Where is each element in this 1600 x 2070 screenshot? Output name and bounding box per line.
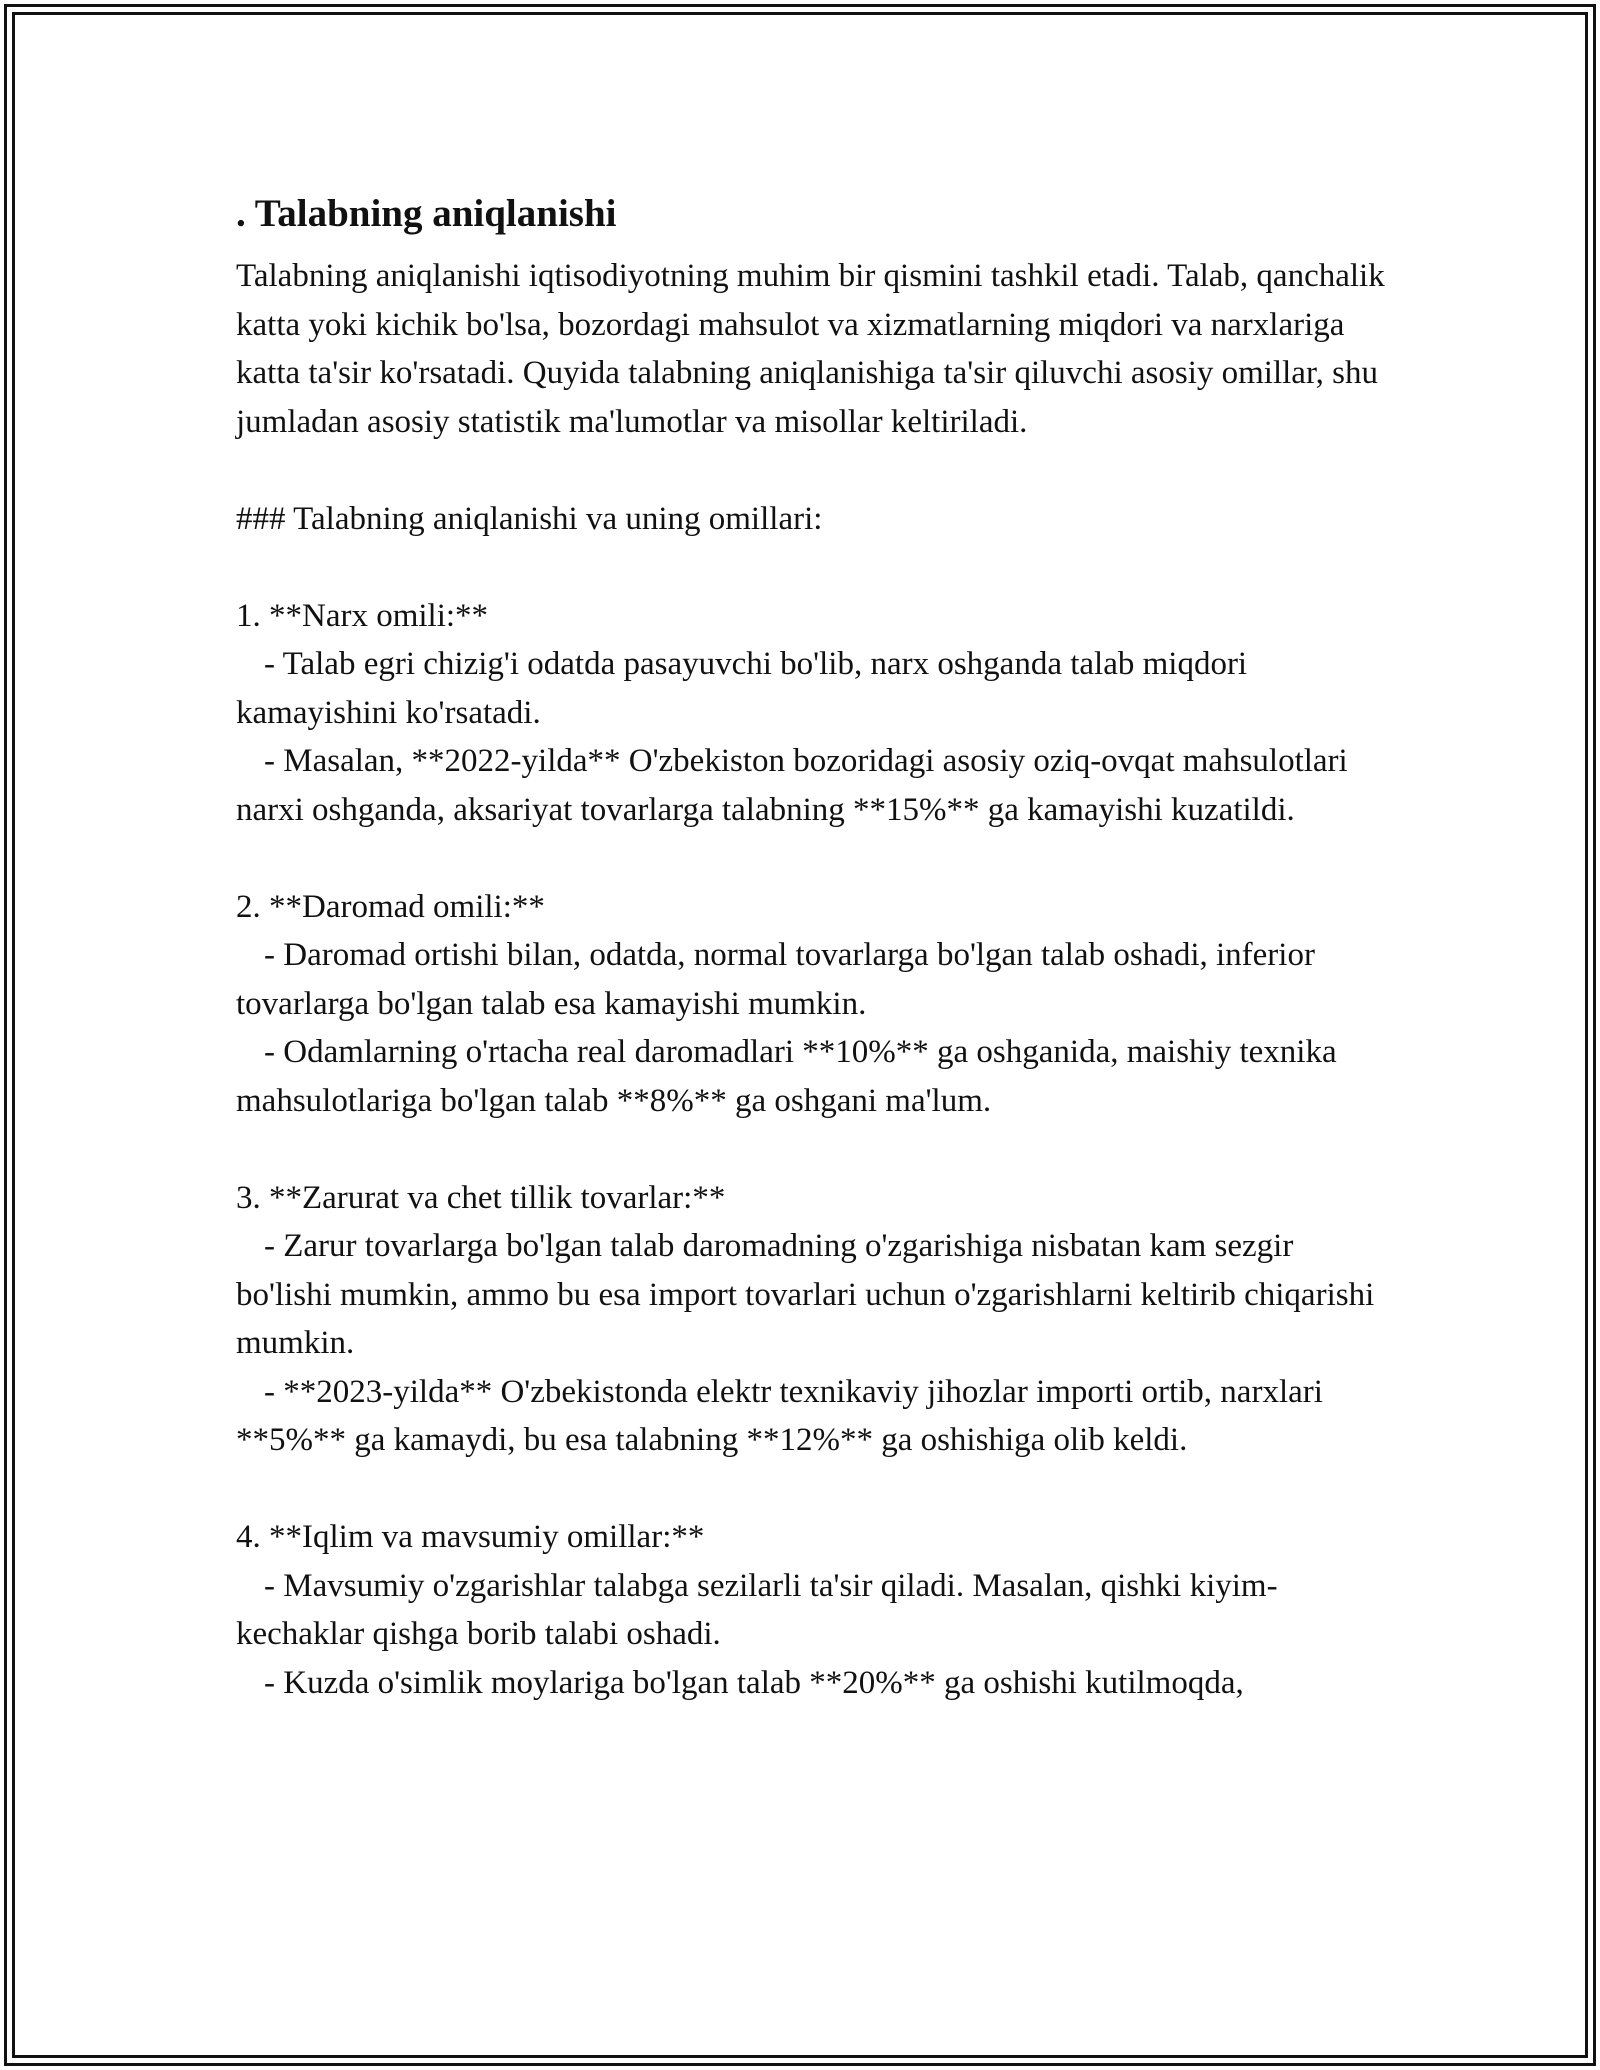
section-heading: 2. **Daromad omili:**	[236, 888, 545, 925]
section-heading: 3. **Zarurat va chet tillik tovarlar:**	[236, 1179, 726, 1216]
bullet-text: - Zarur tovarlarga bo'lgan talab daromadning o'zgarishiga nisbatan kam sezgir bo'lishi mumkin, ammo bu esa import tovarlari uchun o'zgarishlarni keltirib chiqarishi mumkin.	[236, 1228, 1375, 1361]
intro-paragraph: Talabning aniqlanishi iqtisodiyotning muhim bir qismini tashkil etadi. Talab, qanchalik katta yoki kichik bo'lsa, bozordagi mahsulot va xizmatlarning miqdori va narxlariga katta ta'sir ko'rsatadi. Quyida talabning aniqlanishiga ta'sir qiluvchi asosiy omillar, shu jumladan asosiy statistik ma'lumotlar va misollar keltiriladi.	[236, 258, 1385, 440]
document-title: . Talabning aniqlanishi	[236, 192, 617, 235]
bullet-text: - Kuzda o'simlik moylariga bo'lgan talab **20%** ga oshishi kutilmoqda,	[264, 1664, 1244, 1701]
bullet-item	[236, 1028, 1396, 1125]
section-income-factor	[236, 883, 1396, 1126]
bullet-text: - Masalan, **2022-yilda** O'zbekiston bozoridagi asosiy oziq-ovqat mahsulotlari narxi oshganda, aksariyat tovarlarga talabning **15%** ga kamayishi kuzatildi.	[236, 743, 1348, 828]
section-heading: 1. **Narx omili:**	[236, 597, 489, 634]
bullet-item	[236, 737, 1396, 834]
section-necessity-goods	[236, 1174, 1396, 1465]
bullet-text: - Daromad ortishi bilan, odatda, normal tovarlarga bo'lgan talab oshadi, inferior tovarlarga bo'lgan talab esa kamayishi mumkin.	[236, 937, 1315, 1022]
bullet-item	[236, 1368, 1396, 1465]
document-body	[236, 186, 1396, 1707]
bullet-item	[236, 931, 1396, 1028]
bullet-item	[236, 640, 1396, 737]
bullet-item	[236, 1222, 1396, 1368]
section-climate-seasonal	[236, 1513, 1396, 1707]
bullet-text: - **2023-yilda** O'zbekistonda elektr texnikaviy jihozlar importi ortib, narxlari **5%** ga kamaydi, bu esa talabning **12%** ga oshishiga olib keldi.	[236, 1373, 1323, 1458]
section-price-factor	[236, 592, 1396, 835]
bullet-text: - Odamlarning o'rtacha real daromadlari **10%** ga oshganida, maishiy texnika mahsulotlariga bo'lgan talab **8%** ga oshgani ma'lum.	[236, 1034, 1337, 1119]
section-heading: 4. **Iqlim va mavsumiy omillar:**	[236, 1519, 705, 1555]
bullet-text: - Mavsumiy o'zgarishlar talabga sezilarli ta'sir qiladi. Masalan, qishki kiyim-kechaklar qishga borib talabi oshadi.	[236, 1567, 1278, 1652]
bullet-item	[236, 1659, 1396, 1708]
subheading: ### Talabning aniqlanishi va uning omillari:	[236, 500, 823, 537]
bullet-text: - Talab egri chizig'i odatda pasayuvchi bo'lib, narx oshganda talab miqdori kamayishini ko'rsatadi.	[236, 646, 1248, 731]
bullet-item	[236, 1562, 1396, 1659]
